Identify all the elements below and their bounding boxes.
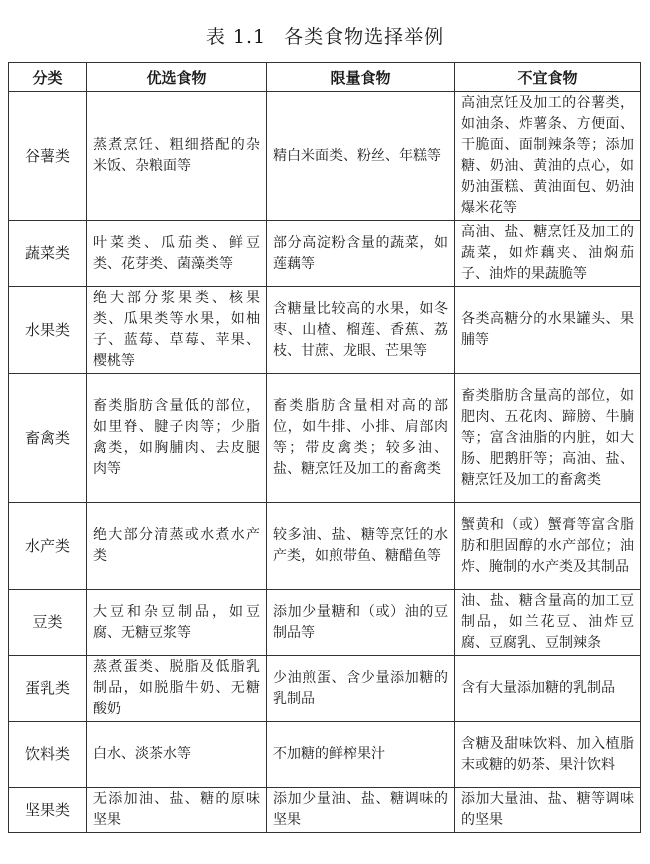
table-row xyxy=(9,503,641,590)
limited-cell: 添加少量糖和（或）油的豆制品等 xyxy=(267,590,455,656)
category-cell: 蔬菜类 xyxy=(9,221,87,287)
avoid-cell: 蟹黄和（或）蟹膏等富含脂肪和胆固醇的水产部位；油炸、腌制的水产类及其制品 xyxy=(455,503,641,590)
avoid-cell: 添加大量油、盐、糖等调味的坚果 xyxy=(455,788,641,833)
limited-cell: 不加糖的鲜榨果汁 xyxy=(267,722,455,788)
category-cell: 饮料类 xyxy=(9,722,87,788)
category-cell: 畜禽类 xyxy=(9,374,87,503)
table-row xyxy=(9,374,641,503)
table-row xyxy=(9,590,641,656)
table-row xyxy=(9,722,641,788)
limited-cell: 部分高淀粉含量的蔬菜，如莲藕等 xyxy=(267,221,455,287)
table-row xyxy=(9,788,641,833)
header-limited: 限量食物 xyxy=(267,63,455,92)
avoid-cell: 含糖及甜味饮料、加入植脂末或糖的奶茶、果汁饮料 xyxy=(455,722,641,788)
header-preferred: 优选食物 xyxy=(87,63,267,92)
limited-cell: 精白米面类、粉丝、年糕等 xyxy=(267,92,455,221)
category-cell: 坚果类 xyxy=(9,788,87,833)
table-caption: 各类食物选择举例 xyxy=(284,26,445,48)
header-avoid: 不宜食物 xyxy=(455,63,641,92)
avoid-cell: 高油烹饪及加工的谷薯类，如油条、炸薯条、方便面、干脆面、面制辣条等；添加糖、奶油、黄油的点心，如奶油蛋糕、黄油面包、奶油爆米花等 xyxy=(455,92,641,221)
category-cell: 水果类 xyxy=(9,287,87,374)
preferred-cell: 无添加油、盐、糖的原味坚果 xyxy=(87,788,267,833)
avoid-cell: 含有大量添加糖的乳制品 xyxy=(455,656,641,722)
category-cell: 豆类 xyxy=(9,590,87,656)
preferred-cell: 蒸煮蛋类、脱脂及低脂乳制品，如脱脂牛奶、无糖酸奶 xyxy=(87,656,267,722)
preferred-cell: 大豆和杂豆制品，如豆腐、无糖豆浆等 xyxy=(87,590,267,656)
table-number: 表 1.1 xyxy=(205,26,267,48)
limited-cell: 少油煎蛋、含少量添加糖的乳制品 xyxy=(267,656,455,722)
table-row xyxy=(9,92,641,221)
limited-cell: 含糖量比较高的水果，如冬枣、山楂、榴莲、香蕉、荔枝、甘蔗、龙眼、芒果等 xyxy=(267,287,455,374)
limited-cell: 畜类脂肪含量相对高的部位，如牛排、小排、肩部肉等；带皮禽类；较多油、盐、糖烹饪及加工的畜禽类 xyxy=(267,374,455,503)
avoid-cell: 畜类脂肪含量高的部位，如肥肉、五花肉、蹄膀、牛腩等；富含油脂的内脏，如大肠、肥鹅肝等；高油、盐、糖烹饪及加工的畜禽类 xyxy=(455,374,641,503)
avoid-cell: 各类高糖分的水果罐头、果脯等 xyxy=(455,287,641,374)
preferred-cell: 蒸煮烹饪、粗细搭配的杂米饭、杂粮面等 xyxy=(87,92,267,221)
avoid-cell: 油、盐、糖含量高的加工豆制品，如兰花豆、油炸豆腐、豆腐乳、豆制辣条 xyxy=(455,590,641,656)
header-row xyxy=(9,63,641,92)
preferred-cell: 畜类脂肪含量低的部位，如里脊、腱子肉等；少脂禽类，如胸脯肉、去皮腿肉等 xyxy=(87,374,267,503)
category-cell: 谷薯类 xyxy=(9,92,87,221)
category-cell: 蛋乳类 xyxy=(9,656,87,722)
header-category: 分类 xyxy=(9,63,87,92)
food-choice-table xyxy=(8,62,641,833)
table-title xyxy=(0,22,650,49)
preferred-cell: 叶菜类、瓜茄类、鲜豆类、花芽类、菌藻类等 xyxy=(87,221,267,287)
table-row xyxy=(9,221,641,287)
preferred-cell: 绝大部分浆果类、核果类、瓜果类等水果，如柚子、蓝莓、草莓、苹果、樱桃等 xyxy=(87,287,267,374)
limited-cell: 较多油、盐、糖等烹饪的水产类，如煎带鱼、糖醋鱼等 xyxy=(267,503,455,590)
preferred-cell: 白水、淡茶水等 xyxy=(87,722,267,788)
avoid-cell: 高油、盐、糖烹饪及加工的蔬菜，如炸藕夹、油焖茄子、油炸的果蔬脆等 xyxy=(455,221,641,287)
table-row xyxy=(9,287,641,374)
preferred-cell: 绝大部分清蒸或水煮水产类 xyxy=(87,503,267,590)
category-cell: 水产类 xyxy=(9,503,87,590)
table-row xyxy=(9,656,641,722)
limited-cell: 添加少量油、盐、糖调味的坚果 xyxy=(267,788,455,833)
